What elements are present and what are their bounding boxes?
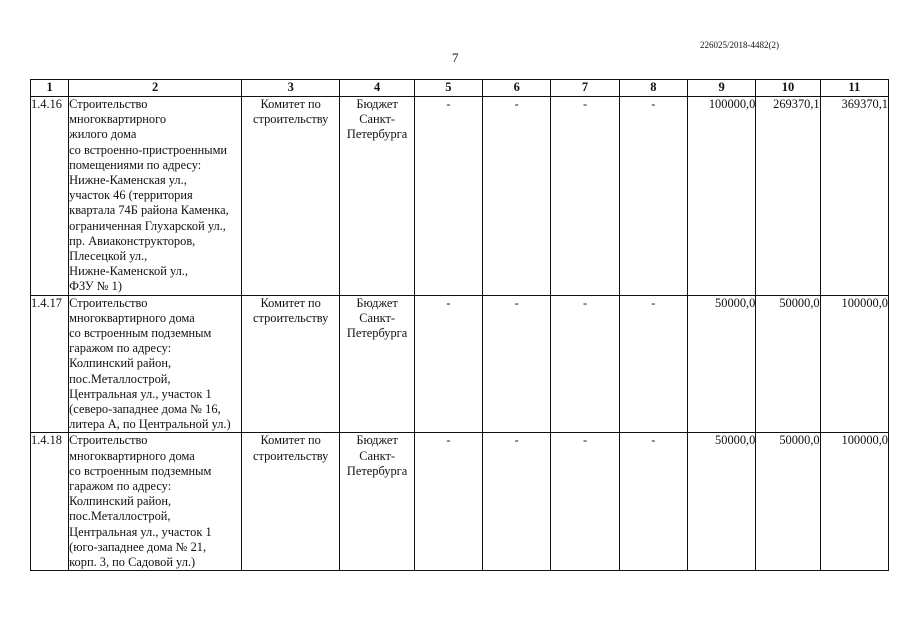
value-col-10: 50000,0 xyxy=(756,295,820,433)
value-col-11: 369370,1 xyxy=(820,97,888,296)
table-row xyxy=(31,295,889,433)
column-header: 10 xyxy=(756,80,820,97)
funding-source: Бюджет Санкт- Петербурга xyxy=(340,433,414,571)
value-col-8: - xyxy=(619,295,687,433)
funding-source: Бюджет Санкт- Петербурга xyxy=(340,97,414,296)
value-col-10: 50000,0 xyxy=(756,433,820,571)
value-col-9: 50000,0 xyxy=(688,433,756,571)
project-name: Строительство многоквартирного дома со встроенным подземным гаражом по адресу: Колпинский район, пос.Металлострой, Центральная ул., участок 1 (северо-западнее дома № 16, литера А, по Центральной ул.) xyxy=(69,295,242,433)
column-header: 1 xyxy=(31,80,69,97)
value-col-8: - xyxy=(619,97,687,296)
executor: Комитет по строительству xyxy=(241,433,339,571)
value-col-5: - xyxy=(414,97,482,296)
value-col-9: 100000,0 xyxy=(688,97,756,296)
value-col-7: - xyxy=(551,295,619,433)
value-col-11: 100000,0 xyxy=(820,433,888,571)
value-col-6: - xyxy=(483,433,551,571)
funding-source: Бюджет Санкт- Петербурга xyxy=(340,295,414,433)
value-col-9: 50000,0 xyxy=(688,295,756,433)
row-number: 1.4.17 xyxy=(31,295,69,433)
table-row xyxy=(31,433,889,571)
value-col-7: - xyxy=(551,97,619,296)
value-col-8: - xyxy=(619,433,687,571)
table-row xyxy=(31,97,889,296)
value-col-5: - xyxy=(414,433,482,571)
document-registration-number: 226025/2018-4482(2) xyxy=(700,40,779,50)
project-name: Строительство многоквартирного жилого дома со встроенно-пристроенными помещениями по адресу: Нижне-Каменская ул., участок 46 (территория квартала 74Б района Каменка, ограниченная Глухарской ул., пр. Авиаконструкторов, Плесецкой ул., Нижне-Каменской ул., ФЗУ № 1) xyxy=(69,97,242,296)
column-header: 11 xyxy=(820,80,888,97)
executor: Комитет по строительству xyxy=(241,295,339,433)
column-header: 8 xyxy=(619,80,687,97)
value-col-6: - xyxy=(483,97,551,296)
column-header: 9 xyxy=(688,80,756,97)
value-col-10: 269370,1 xyxy=(756,97,820,296)
page-number: 7 xyxy=(452,50,459,65)
column-number-header-row xyxy=(31,80,889,97)
project-name: Строительство многоквартирного дома со встроенным подземным гаражом по адресу: Колпинский район, пос.Металлострой, Центральная ул., участок 1 (юго-западнее дома № 21, корп. 3, по Садовой ул.) xyxy=(69,433,242,571)
column-header: 5 xyxy=(414,80,482,97)
column-header: 7 xyxy=(551,80,619,97)
column-header: 3 xyxy=(241,80,339,97)
executor: Комитет по строительству xyxy=(241,97,339,296)
value-col-5: - xyxy=(414,295,482,433)
value-col-7: - xyxy=(551,433,619,571)
column-header: 6 xyxy=(483,80,551,97)
row-number: 1.4.16 xyxy=(31,97,69,296)
value-col-6: - xyxy=(483,295,551,433)
column-header: 2 xyxy=(69,80,242,97)
program-table xyxy=(30,79,889,571)
row-number: 1.4.18 xyxy=(31,433,69,571)
column-header: 4 xyxy=(340,80,414,97)
value-col-11: 100000,0 xyxy=(820,295,888,433)
